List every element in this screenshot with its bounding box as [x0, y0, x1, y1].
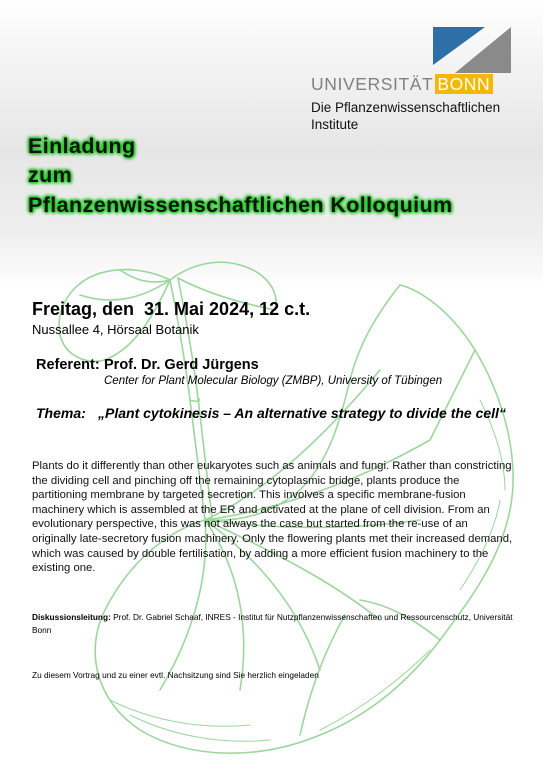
headline-invitation: Einladung	[28, 134, 136, 158]
moderation-text: Prof. Dr. Gabriel Schaaf, INRES - Institut für Nutzpflanzenwissenschaften und Ressourcenschutz, Universität Bonn	[32, 612, 513, 635]
speaker-name: Prof. Dr. Gerd Jürgens	[104, 357, 259, 373]
moderation-label: Diskussionsleitung:	[32, 612, 111, 622]
institute-line-1: Die Pflanzenwissenschaftlichen	[311, 100, 501, 115]
event-date: Freitag, den 31. Mai 2024, 12 c.t.	[32, 299, 311, 319]
invitation-note: Zu diesem Vortrag und zu einer evtl. Nachsitzung sind Sie herzlich eingeladen	[32, 670, 319, 680]
headline-zum: zum	[28, 163, 73, 187]
topic-label: Thema:	[36, 405, 86, 421]
university-name: UNIVERSITÄT BONN	[311, 74, 493, 95]
institute-line-2: Institute	[311, 117, 359, 132]
event-location: Nussallee 4, Hörsaal Botanik	[32, 322, 199, 337]
speaker-affiliation: Center for Plant Molecular Biology (ZMBP), University of Tübingen	[104, 375, 443, 387]
discussion-moderation	[32, 611, 522, 637]
abstract-text: Plants do it differently than other eukaryotes such as animals and fungi. Rather than constricting the dividing cell and pinching off the remaining cytoplasmic bridge, plants produce the partitioning membrane by targeted secretion. This involves a specific membrane-fusion machinery which is assembled at the ER and activated at the plane of cell division. From an evolutionary perspective, this was not always the case but started from the re-use of an originally late-secretory fusion machinery. Only the flowering plants met their increased demand, which was caused by double fertilisation, by adding a more efficient fusion machinery to the existing one.	[32, 460, 513, 575]
speaker-label: Referent:	[36, 357, 100, 373]
institute-name	[311, 99, 500, 133]
topic-title: „Plant cytokinesis – An alternative strategy to divide the cell“	[98, 405, 506, 421]
headline-colloquium: Pflanzenwissenschaftlichen Kolloquium	[28, 193, 453, 217]
university-logo-mark	[433, 27, 511, 73]
